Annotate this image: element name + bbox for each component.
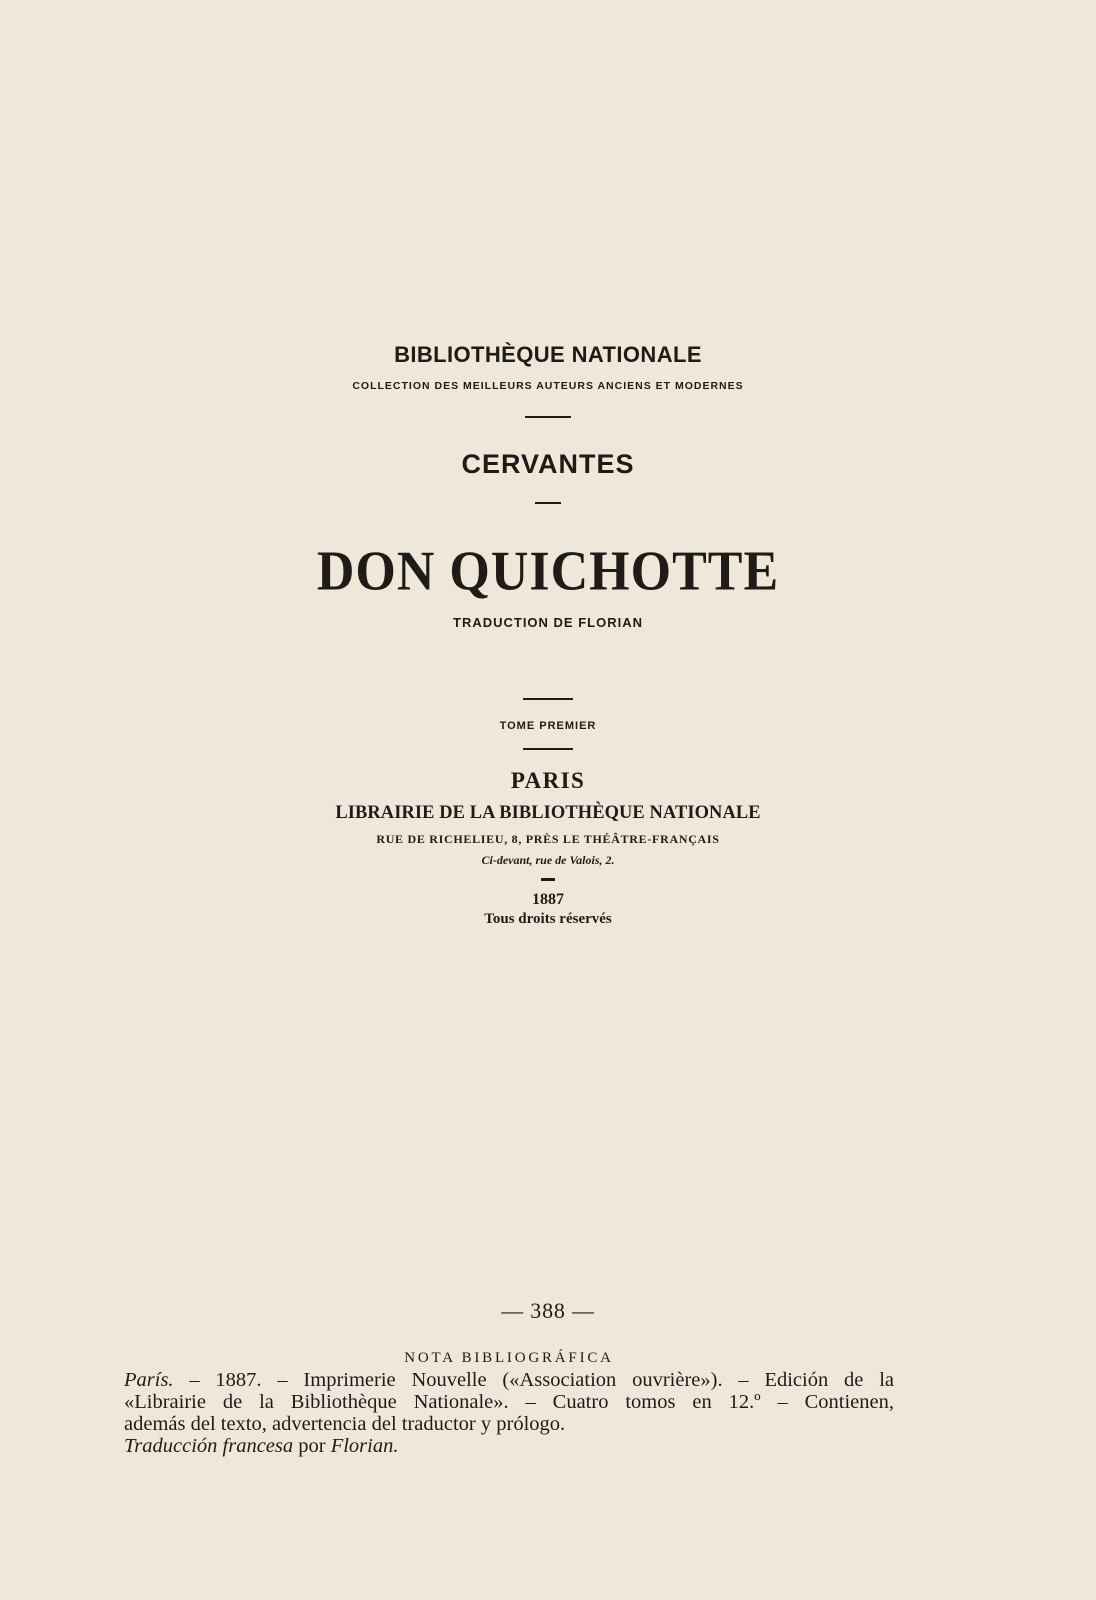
note-line-1-text: – 1887. – Imprimerie Nouvelle («Association ouvrière»). – Edición de la	[173, 1369, 894, 1391]
collection-subtitle: COLLECTION DES MEILLEURS AUTEURS ANCIENS ET MODERNES	[352, 380, 744, 392]
small-year-divider	[541, 878, 555, 881]
top-divider	[525, 416, 571, 418]
translator-name: Florian.	[330, 1435, 399, 1457]
translation-label: Traducción francesa	[124, 1435, 294, 1457]
bibliographic-note	[124, 1350, 894, 1457]
volume-divider	[523, 748, 573, 750]
author-name: CERVANTES	[461, 449, 635, 479]
rights-notice: Tous droits réservés	[484, 911, 612, 927]
title-page-block	[0, 342, 1096, 928]
note-line-4	[124, 1435, 894, 1457]
translation-credit: TRADUCTION DE FLORIAN	[453, 615, 643, 630]
note-place: París.	[124, 1369, 174, 1391]
note-line-1	[124, 1369, 894, 1391]
book-title: DON QUICHOTTE	[316, 540, 780, 603]
page-number: — 388 —	[501, 1298, 595, 1323]
volume-label: TOME PREMIER	[499, 720, 597, 732]
collection-title: BIBLIOTHÈQUE NATIONALE	[394, 341, 702, 368]
publication-year: 1887	[532, 891, 564, 908]
note-heading: NOTA BIBLIOGRÁFICA	[404, 1350, 614, 1366]
note-line-3: además del texto, advertencia del traductor y prólogo.	[124, 1413, 566, 1435]
publisher-address: RUE DE RICHELIEU, 8, PRÈS LE THÉÂTRE-FRANÇAIS	[376, 832, 720, 846]
note-line-2: «Librairie de la Bibliothèque Nationale». – Cuatro tomos en 12.º – Contienen,	[124, 1391, 894, 1413]
former-address: Ci-devant, rue de Valois, 2.	[481, 853, 615, 867]
translation-divider	[523, 698, 573, 700]
publication-city: PARIS	[510, 768, 586, 793]
publisher-name: LIBRAIRIE DE LA BIBLIOTHÈQUE NATIONALE	[335, 802, 761, 823]
author-divider	[535, 502, 561, 504]
translation-by: por	[293, 1435, 331, 1457]
